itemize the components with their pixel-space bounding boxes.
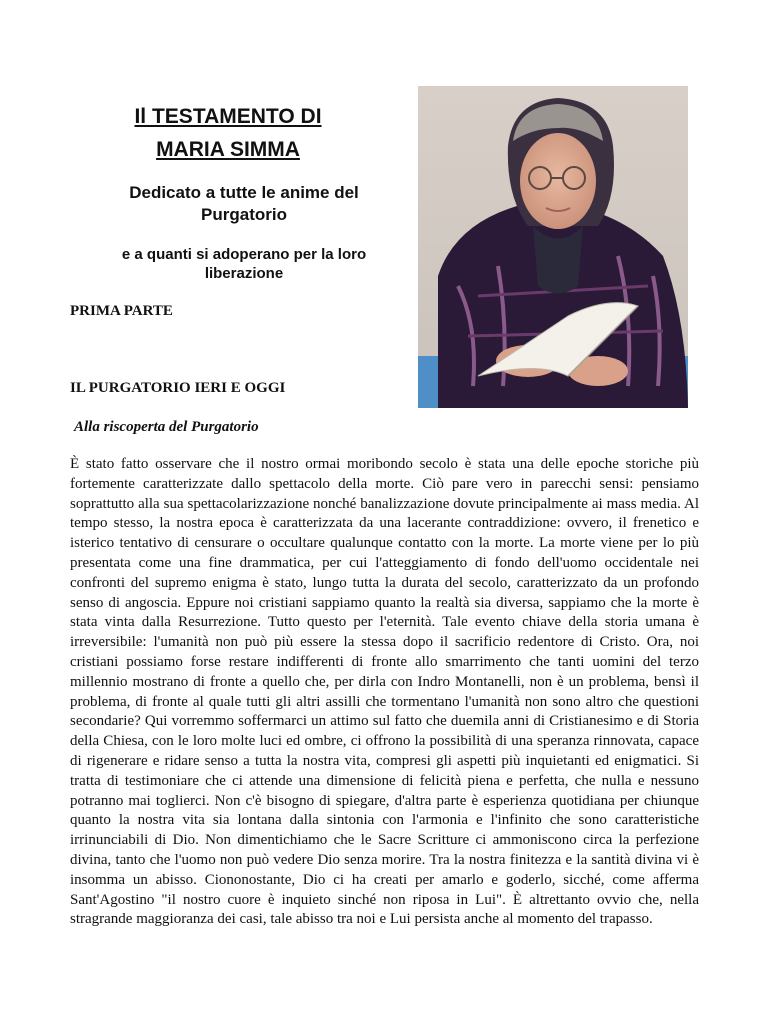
dedication: Dedicato a tutte le anime del Purgatorio xyxy=(129,183,359,224)
section-heading: IL PURGATORIO IERI E OGGI xyxy=(70,380,286,396)
portrait-photo xyxy=(418,86,688,408)
subsection-heading: Alla riscoperta del Purgatorio xyxy=(74,419,259,435)
dedication-secondary: e a quanti si adoperano per la loro liberazione xyxy=(121,246,367,282)
body-paragraph: È stato fatto osservare che il nostro ormai moribondo secolo è stata una delle epoche storiche più fortemente caratterizzate dallo spettacolo della morte. Ciò pare vero in parecchi sensi: pensiamo soprattutto alla sua spettacolarizzazione nonché banalizzazione dovute principalmente ai mass media. Al tempo stesso, la nostra epoca è caratterizzata da una lacerante contraddizione: ovvero, il frenetico e isterico tentativo di censurare o occultare qualunque contatto con la morte. La morte viene per lo più presentata come una fine drammatica, per cui l'atteggiamento di fondo dell'uomo occidentale nei confronti del supremo enigma è stato, lungo tutta la durata del secolo, caratterizzato da un profondo senso di angoscia. Eppure noi cristiani sappiamo quanto la realtà sia diversa, sappiamo che la morte è stata vinta dalla Resurrezione. Tutto questo per l'eternità. Tale evento chiave della storia umana è irreversibile: l'umanità non può più essere la stessa dopo il sacrificio redentore di Cristo. Ora, noi cristiani possiamo forse restare indifferenti di fronte allo smarrimento che tanti uomini del terzo millennio mostrano di fronte a quello che, per dirla con Indro Montanelli, non è un problema, bensì il problema, di fronte al quale tutti gli altri assilli che tormentano l'umanità non sono altro che questioni secondarie? Qui vorremmo soffermarci un attimo sul fatto che duemila anni di Cristianesimo e di Storia della Chiesa, con le loro molte luci ed ombre, ci offrono la possibilità di una speranza rinnovata, capace di rigenerare e ridare senso a tutta la nostra vita, compresi gli aspetti più inquietanti ed enigmatici. Si tratta di testimoniare che ci attende una dimensione di felicità piena e perfetta, che nulla e nessuno potranno mai toglierci. Non c'è bisogno di spiegare, d'altra parte è esperienza quotidiana per chiunque quanto la nostra vita sia lontana dalla sintonia con l'armonia e l'infinito che sono caratteristiche irrinunciabili di Dio. Non dimentichiamo che le Sacre Scritture ci ammoniscono circa la perfezione divina, tanto che l'uomo non può vedere Dio senza morire. Tra la nostra finitezza e la santità divina vi è insomma un abisso. Ciononostante, Dio ci ha creati per amarlo e goderlo, sicché, come afferma Sant'Agostino "il nostro cuore è inquieto sinché non riposa in Lui". È altrettanto ovvio che, nella stragrande maggioranza dei casi, tale abisso tra noi e Lui persista anche al momento del trapasso. xyxy=(70,456,699,928)
title-line-1: Il TESTAMENTO DI xyxy=(134,105,322,128)
document-title xyxy=(70,100,386,166)
part-heading: PRIMA PARTE xyxy=(70,303,173,319)
title-line-2: MARIA SIMMA xyxy=(156,138,300,161)
